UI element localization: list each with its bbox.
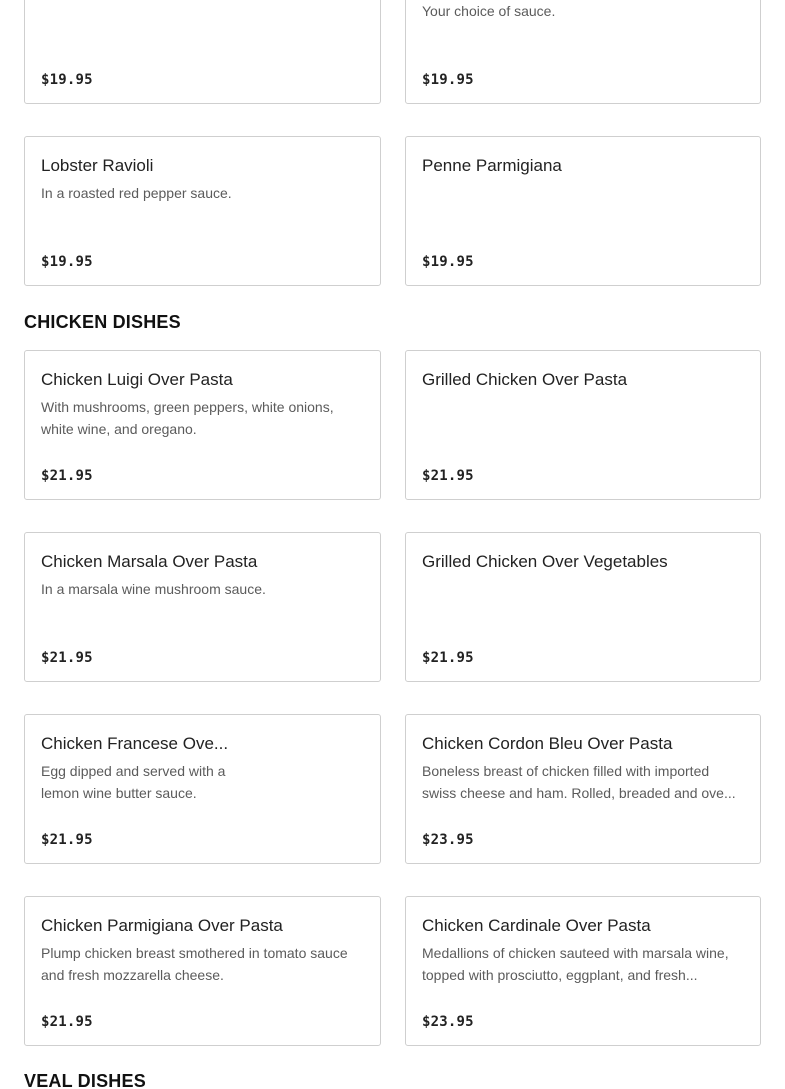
item-price: $21.95 <box>41 1014 93 1030</box>
menu-item-card[interactable] <box>24 0 381 104</box>
item-price: $23.95 <box>422 832 474 848</box>
menu-item-card[interactable] <box>24 532 381 682</box>
item-price: $21.95 <box>41 468 93 484</box>
item-price: $21.95 <box>422 468 474 484</box>
item-price: $19.95 <box>422 254 474 270</box>
item-description: In a marsala wine mushroom sauce. <box>41 581 266 597</box>
menu-item-card[interactable] <box>405 0 761 104</box>
menu-item-card[interactable] <box>24 714 381 864</box>
item-name: Grilled Chicken Over Vegetables <box>422 552 668 571</box>
item-price: $23.95 <box>422 1014 474 1030</box>
item-description: Egg dipped and served with a lemon wine butter sauce. <box>41 763 226 801</box>
menu-item-card[interactable] <box>24 136 381 286</box>
menu-item-card[interactable] <box>405 532 761 682</box>
item-name: Chicken Cordon Bleu Over Pasta <box>422 734 673 753</box>
menu-item-card[interactable] <box>405 136 761 286</box>
item-name: Chicken Luigi Over Pasta <box>41 370 233 389</box>
item-name: Chicken Marsala Over Pasta <box>41 552 258 571</box>
item-description: Medallions of chicken sauteed with marsala wine, topped with prosciutto, eggplant, and fresh... <box>422 945 729 983</box>
item-name: Lobster Ravioli <box>41 156 154 175</box>
item-price: $21.95 <box>422 650 474 666</box>
menu-item-card[interactable] <box>405 714 761 864</box>
item-price: $21.95 <box>41 832 93 848</box>
item-name: Chicken Francese Ove... <box>41 734 229 753</box>
menu-item-card[interactable] <box>405 350 761 500</box>
item-name: Chicken Parmigiana Over Pasta <box>41 916 283 935</box>
item-price: $19.95 <box>422 72 474 88</box>
menu-item-card[interactable] <box>405 896 761 1046</box>
item-description: In a roasted red pepper sauce. <box>41 185 232 201</box>
item-price: $19.95 <box>41 72 93 88</box>
section-title-veal: VEAL DISHES <box>24 1071 146 1089</box>
item-description: Boneless breast of chicken filled with imported swiss cheese and ham. Rolled, breaded and ove... <box>422 763 736 801</box>
item-description: With mushrooms, green peppers, white onions, white wine, and oregano. <box>41 399 334 437</box>
item-description: Plump chicken breast smothered in tomato sauce and fresh mozzarella cheese. <box>41 945 348 983</box>
item-name: Chicken Cardinale Over Pasta <box>422 916 651 935</box>
item-name: Penne Parmigiana <box>422 156 562 175</box>
item-price: $21.95 <box>41 650 93 666</box>
menu-item-card[interactable] <box>24 896 381 1046</box>
section-title-chicken: CHICKEN DISHES <box>24 312 181 332</box>
item-price: $19.95 <box>41 254 93 270</box>
item-description: Your choice of sauce. <box>422 3 556 19</box>
menu-item-card[interactable] <box>24 350 381 500</box>
item-name: Grilled Chicken Over Pasta <box>422 370 628 389</box>
